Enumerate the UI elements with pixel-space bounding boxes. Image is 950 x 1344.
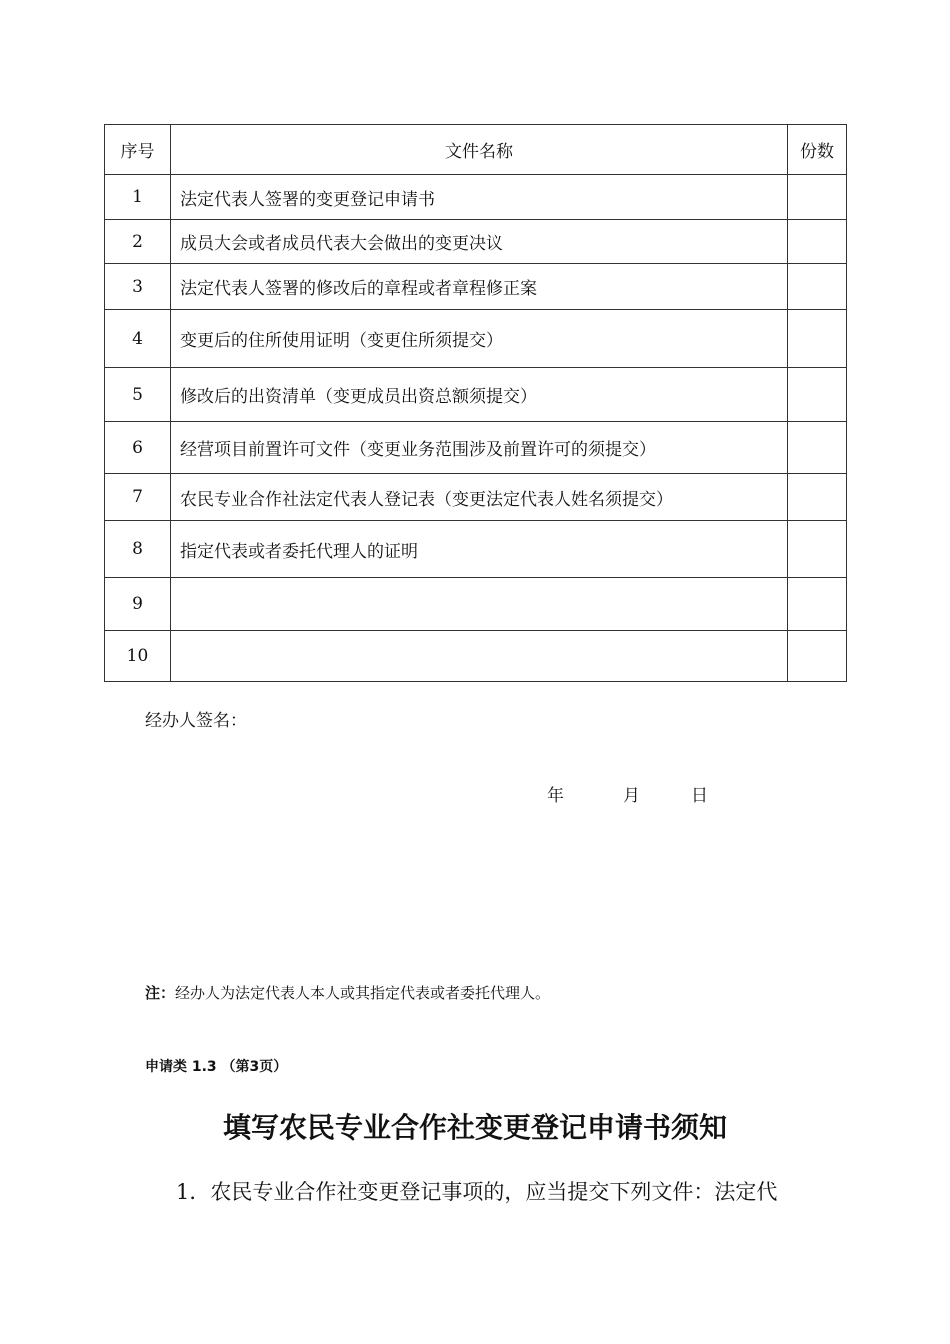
table-header-row [105, 125, 847, 175]
table-row [105, 578, 847, 631]
row-name: 法定代表人签署的变更登记申请书 [171, 175, 788, 220]
row-no: 9 [105, 578, 171, 631]
row-count[interactable] [788, 521, 847, 578]
row-no: 8 [105, 521, 171, 578]
row-no: 7 [105, 474, 171, 521]
row-name: 指定代表或者委托代理人的证明 [171, 521, 788, 578]
row-name: 成员大会或者成员代表大会做出的变更决议 [171, 220, 788, 264]
table-row [105, 521, 847, 578]
date-year-label: 年 [547, 786, 564, 806]
row-no: 2 [105, 220, 171, 264]
row-name: 变更后的住所使用证明（变更住所须提交） [171, 310, 788, 368]
signer-label: 经办人签名： [145, 711, 247, 731]
row-no: 3 [105, 264, 171, 310]
table-row [105, 631, 847, 682]
note-text: 经办人为法定代表人本人或其指定代表或者委托代理人。 [175, 984, 551, 1002]
table-row [105, 422, 847, 474]
row-name[interactable] [171, 631, 788, 682]
row-name: 法定代表人签署的修改后的章程或者章程修正案 [171, 264, 788, 310]
date-day-label: 日 [691, 786, 708, 806]
note [145, 982, 550, 1003]
table-row [105, 368, 847, 422]
row-count[interactable] [788, 264, 847, 310]
section-title: 填写农民专业合作社变更登记申请书须知 [222, 1111, 727, 1144]
row-count[interactable] [788, 368, 847, 422]
row-name: 修改后的出资清单（变更成员出资总额须提交） [171, 368, 788, 422]
table-row [105, 310, 847, 368]
row-count[interactable] [788, 474, 847, 521]
row-no: 6 [105, 422, 171, 474]
table-row [105, 474, 847, 521]
row-count[interactable] [788, 175, 847, 220]
date-month-label: 月 [623, 786, 640, 806]
row-count[interactable] [788, 631, 847, 682]
table-row [105, 264, 847, 310]
row-name[interactable] [171, 578, 788, 631]
row-count[interactable] [788, 422, 847, 474]
header-no: 序号 [105, 125, 171, 175]
row-count[interactable] [788, 578, 847, 631]
row-no: 5 [105, 368, 171, 422]
row-name: 农民专业合作社法定代表人登记表（变更法定代表人姓名须提交） [171, 474, 788, 521]
note-prefix: 注： [145, 984, 176, 1002]
row-no: 10 [105, 631, 171, 682]
row-count[interactable] [788, 220, 847, 264]
page-reference: 申请类 1.3 （第3页） [145, 1059, 288, 1075]
row-no: 1 [105, 175, 171, 220]
header-name: 文件名称 [171, 125, 788, 175]
row-name: 经营项目前置许可文件（变更业务范围涉及前置许可的须提交） [171, 422, 788, 474]
header-count: 份数 [788, 125, 847, 175]
documents-table [104, 124, 847, 682]
table-row [105, 175, 847, 220]
section-paragraph: 1．农民专业合作社变更登记事项的，应当提交下列文件：法定代 [176, 1180, 778, 1204]
table-row [105, 220, 847, 264]
row-no: 4 [105, 310, 171, 368]
row-count[interactable] [788, 310, 847, 368]
